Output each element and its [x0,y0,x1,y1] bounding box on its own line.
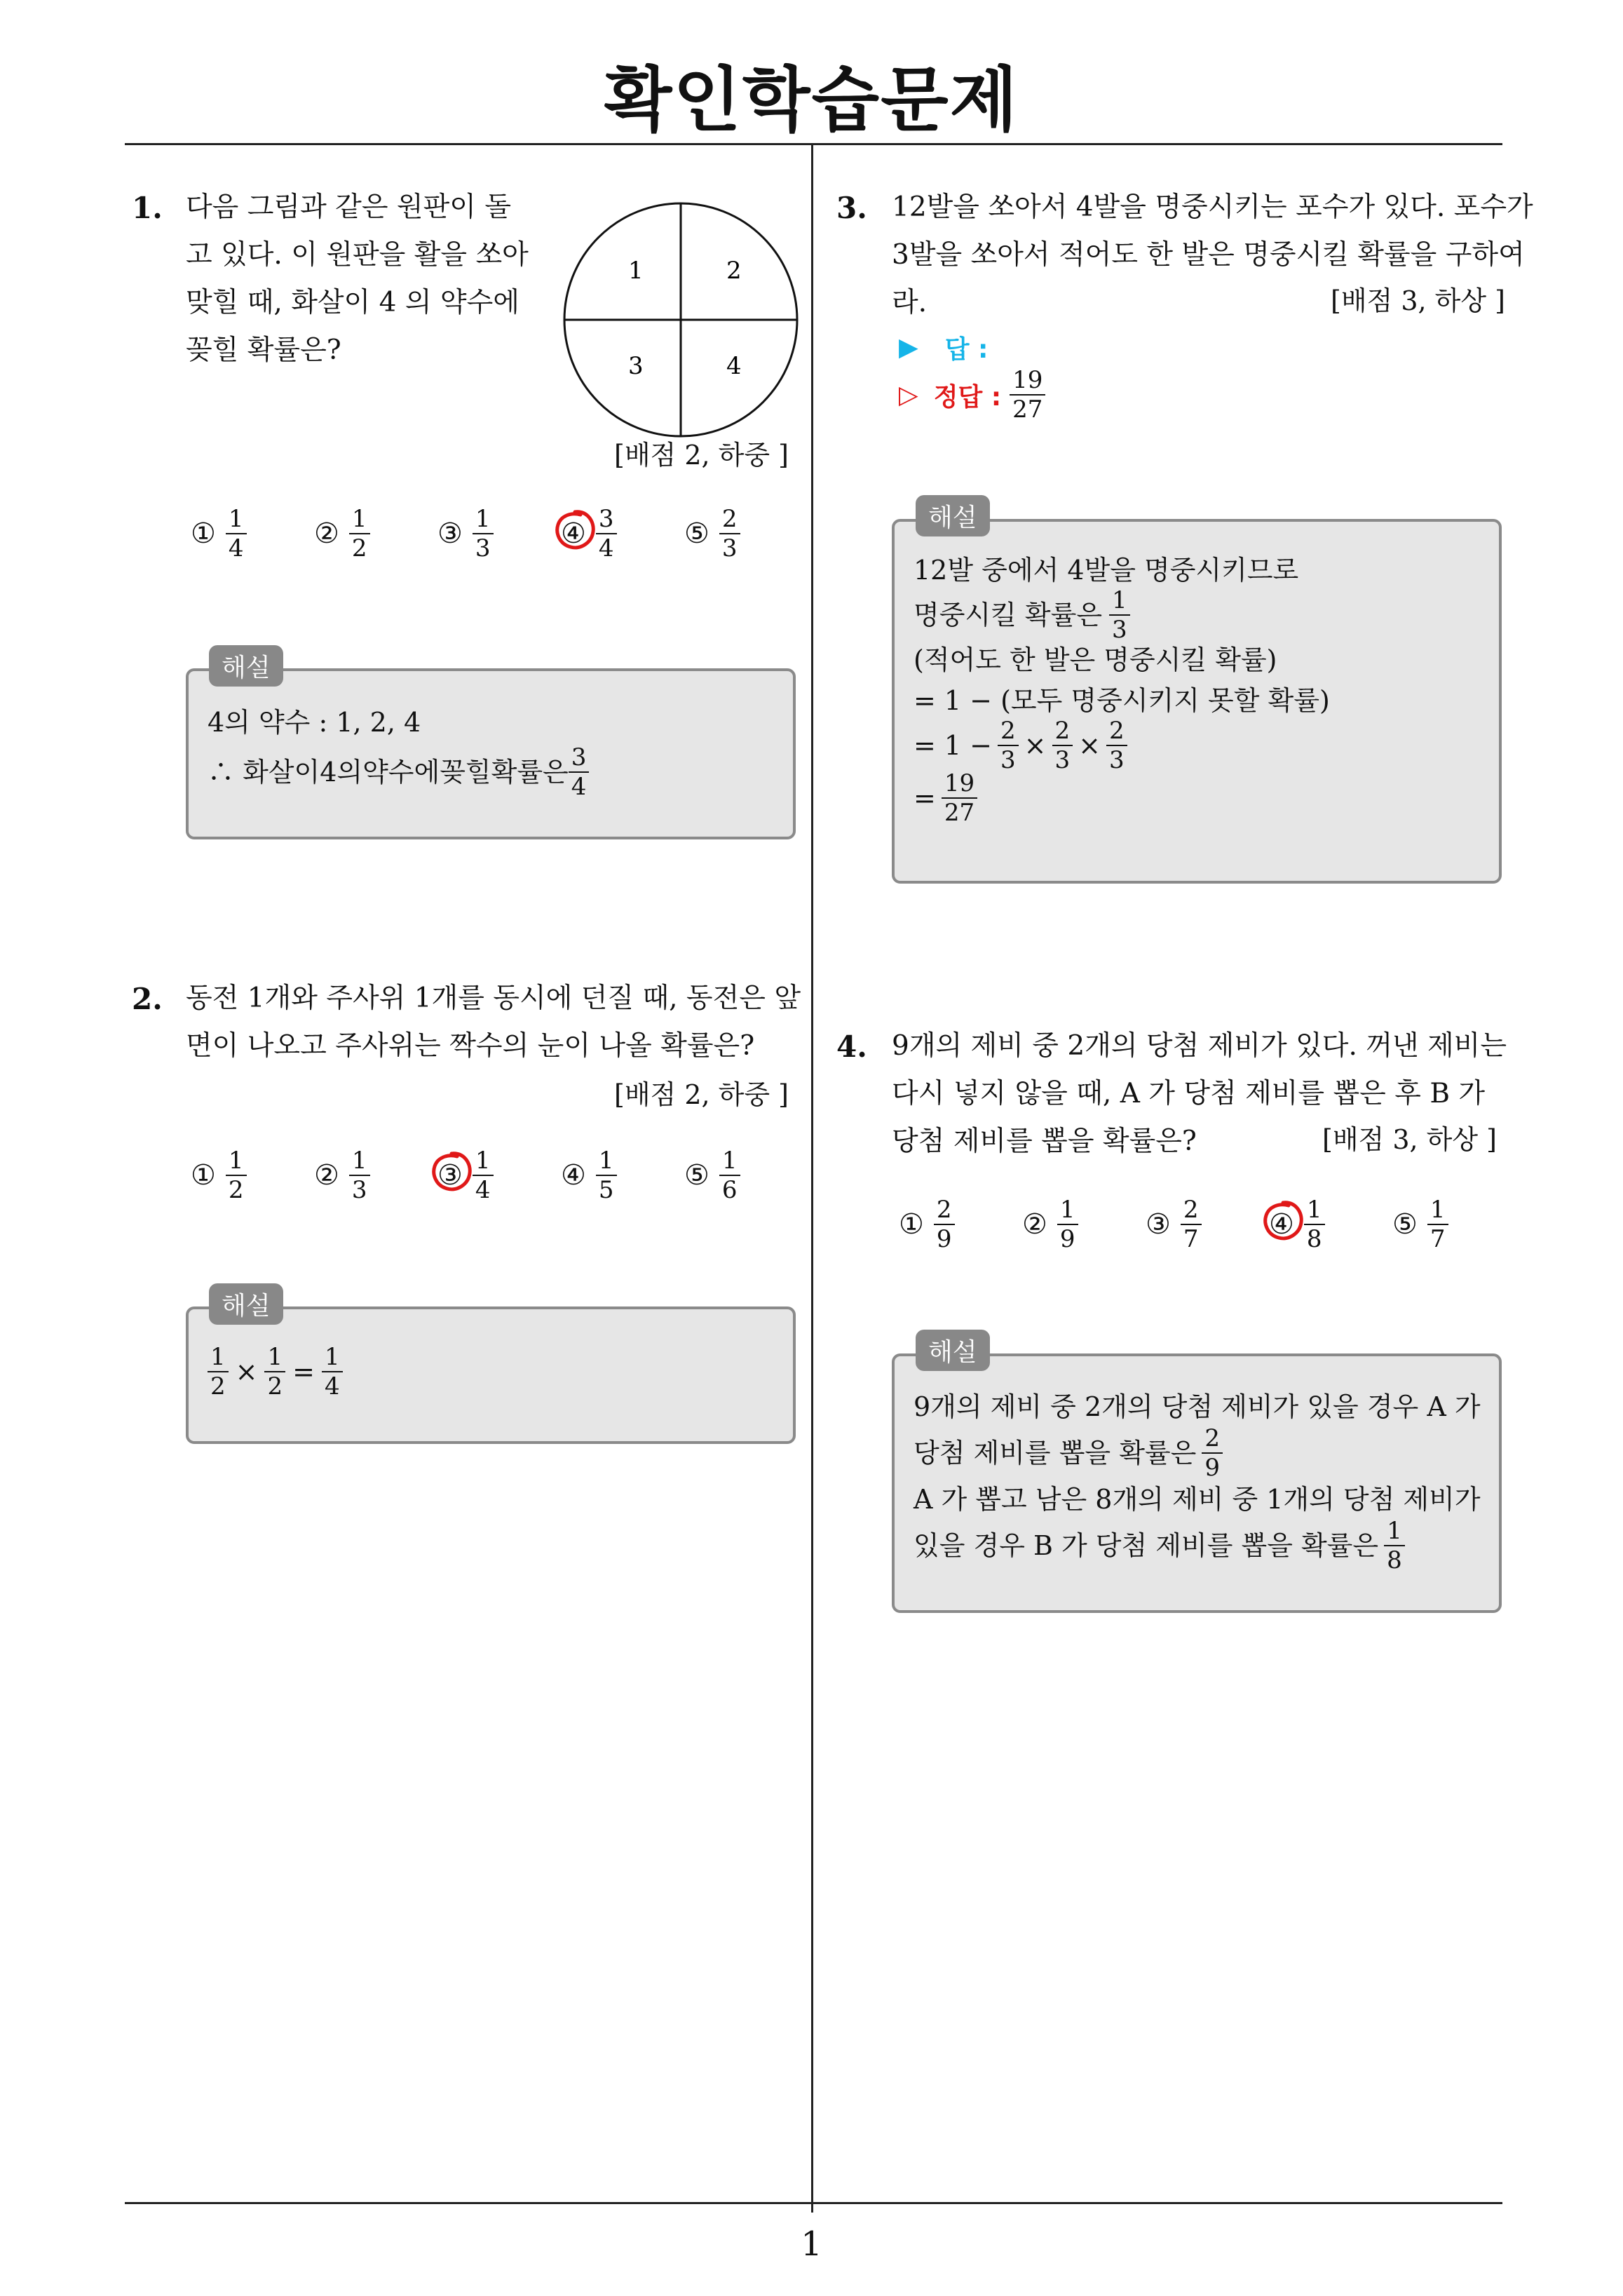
denominator: 3 [1054,746,1071,774]
fraction [1106,717,1127,774]
fraction [596,505,617,562]
choice-4[interactable] [1269,1196,1392,1253]
fraction [208,1343,229,1400]
numerator: 1 [208,1343,229,1372]
fraction [1304,1196,1325,1253]
page-number: 1 [801,2224,822,2264]
choice-number: ② [314,518,339,550]
answer-arrow-icon: ▶ [899,333,918,362]
fraction [942,769,977,827]
times-sign: × [235,1356,258,1387]
fraction [998,717,1019,774]
q3-line: 3발을 쏘아서 적어도 한 발은 명중시킬 확률을 구하여 [892,239,1525,271]
q1-line: 고 있다. 이 원판을 활을 쏘아 [186,239,529,271]
column-divider [811,144,813,2213]
numerator: 19 [1010,366,1045,396]
answer-mark-icon [552,508,597,553]
denominator: 3 [1000,746,1016,774]
fraction [1057,1196,1078,1253]
choice-1[interactable] [191,1147,314,1204]
choice-1[interactable] [899,1196,1022,1253]
denominator: 4 [475,1176,491,1204]
choice-2[interactable] [314,505,437,562]
q2-choices [191,1147,808,1204]
choice-3[interactable] [1146,1196,1269,1253]
bottom-rule [125,2202,1502,2204]
denominator: 4 [324,1372,340,1400]
choice-number: ⑤ [1392,1208,1418,1241]
fraction [349,1147,370,1204]
choice-number-text: ③ [437,1159,463,1191]
numerator: 1 [1427,1196,1448,1225]
denominator: 3 [351,1176,367,1204]
fraction [1052,717,1073,774]
numerator: 19 [942,769,977,799]
q2-line: 면이 나오고 주사위는 짝수의 눈이 나올 확률은? [186,1030,755,1062]
numerator: 2 [719,505,740,534]
answer-mark-icon [1261,1198,1305,1243]
denominator: 6 [721,1176,738,1204]
q1-choices [191,505,808,562]
fraction [719,1147,740,1204]
explanation-line: (적어도 한 발은 명중시킬 확률) [914,644,1277,675]
times-sign: × [1024,730,1047,761]
explanation-line [914,770,1330,826]
choice-number: ④ [561,1159,586,1191]
q3-explanation-tag: 해설 [916,495,990,536]
explanation-line: 9개의 제비 중 2개의 당첨 제비가 있을 경우 A 가 [914,1391,1481,1422]
fraction [1384,1517,1405,1574]
correct-label: 정답 : [933,382,1002,412]
q3-correct-answer [899,366,1045,424]
numerator: 2 [998,717,1019,746]
choice-number: ① [191,518,216,550]
denominator: 3 [1108,746,1125,774]
numerator: 1 [473,505,494,534]
fraction [226,1147,247,1204]
choice-number: ① [899,1208,924,1241]
choice-5[interactable] [1392,1196,1516,1253]
denominator: 9 [1204,1454,1220,1482]
times-sign: × [1078,730,1101,761]
numerator: 2 [1106,717,1127,746]
roulette-disc [561,200,801,440]
equals-sign: = [292,1356,315,1387]
q1-line: 꽂힐 확률은? [186,335,341,366]
explanation-line: A 가 뽑고 남은 8개의 제비 중 1개의 당첨 제비가 [914,1484,1481,1515]
choice-number [437,1159,463,1191]
q3-answer-field[interactable] [899,330,988,365]
q2-score: [배점 2, 하중 ] [614,1079,789,1110]
disc-number: 4 [726,352,742,380]
denominator: 5 [598,1176,614,1204]
denominator: 4 [598,534,614,562]
explanation-line [914,1517,1481,1574]
fraction [322,1343,343,1400]
numerator: 2 [934,1196,955,1225]
page-title: 확인학습문제 [604,59,1019,141]
q2-number: 2. [132,982,163,1016]
q3-line: 라. [892,287,928,318]
numerator: 1 [322,1343,343,1372]
fraction [1010,366,1045,424]
q4-line: 다시 넣지 않을 때, A 가 당첨 제비를 뽑은 후 B 가 [892,1078,1486,1109]
denominator: 3 [721,534,738,562]
numerator: 2 [1181,1196,1202,1225]
denominator: 8 [1387,1546,1402,1574]
numerator: 1 [596,1147,617,1176]
q4-explanation-text [914,1386,1481,1574]
q4-choices [899,1196,1516,1253]
explanation-line [914,1424,1481,1482]
numerator: 2 [1202,1424,1223,1454]
explanation-line: = 1 − (모두 명중시키지 못할 확률) [914,685,1330,716]
choice-number: ⑤ [684,1159,709,1191]
q2-line: 동전 1개와 주사위 1개를 동시에 던질 때, 동전은 앞 [186,982,801,1014]
explanation-line: 4의 약수 : 1, 2, 4 [208,707,421,738]
numerator: 1 [349,505,370,534]
choice-5[interactable] [684,505,808,562]
numerator: 3 [596,505,617,534]
numerator: 1 [1109,586,1130,616]
numerator: 2 [1052,717,1073,746]
q3-number: 3. [836,191,867,225]
denominator: 9 [1059,1225,1075,1253]
choice-number-text: ④ [1269,1208,1294,1241]
choice-3[interactable] [437,1147,561,1204]
denominator: 2 [351,534,367,562]
numerator: 1 [264,1343,285,1372]
fraction [1181,1196,1202,1253]
q1-line: 맞힐 때, 화살이 4 의 약수에 [186,287,520,318]
explanation-text: = [914,783,936,813]
q4-score: [배점 3, 하상 ] [1322,1124,1497,1155]
fraction [596,1147,617,1204]
fraction [264,1343,285,1400]
answer-mark-icon [429,1149,474,1194]
choice-number-text: ④ [561,518,586,550]
denominator: 4 [228,534,244,562]
q1-number: 1. [132,191,163,225]
denominator: 3 [475,534,491,562]
explanation-text: 명중시킬 확률은 [914,600,1103,630]
numerator: 1 [719,1147,740,1176]
denominator: 27 [944,799,975,827]
explanation-line [914,586,1330,644]
q3-score: [배점 3, 하상 ] [1331,285,1505,316]
choice-number: ② [1022,1208,1047,1241]
explanation-text: 있을 경우 B 가 당첨 제비를 뽑을 확률은 [914,1530,1379,1561]
choice-number: ③ [437,518,463,550]
correct-arrow-icon: ▷ [899,380,918,410]
choice-5[interactable] [684,1147,808,1204]
choice-number: ⑤ [684,518,709,550]
q2-explanation-tag: 해설 [209,1283,283,1325]
denominator: 3 [1112,616,1127,644]
denominator: 2 [228,1176,244,1204]
explanation-line [208,743,589,801]
q4-line: 9개의 제비 중 2개의 당첨 제비가 있다. 꺼낸 제비는 [892,1030,1507,1062]
fraction [934,1196,955,1253]
choice-4[interactable] [561,505,684,562]
top-rule [125,143,1502,145]
q3-explanation-text [914,550,1330,826]
disc-number: 1 [628,257,644,285]
q1-explanation-tag: 해설 [209,645,283,687]
denominator: 9 [936,1225,952,1253]
denominator: 7 [1183,1225,1199,1253]
choice-1[interactable] [191,505,314,562]
denominator: 2 [210,1372,226,1400]
fraction [719,505,740,562]
disc-number: 2 [726,257,742,285]
q1-score: [배점 2, 하중 ] [614,440,789,471]
choice-2[interactable] [314,1147,437,1204]
choice-4[interactable] [561,1147,684,1204]
fraction [569,743,590,801]
q2-explanation-text [208,1343,343,1400]
choice-number [561,518,586,550]
fraction [1202,1424,1223,1482]
numerator: 1 [1384,1517,1405,1546]
fraction [473,505,494,562]
explanation-line [208,1343,343,1400]
explanation-text: ∴ 화살이4의약수에꽂힐확률은 [208,757,569,788]
choice-number: ① [191,1159,216,1191]
choice-number: ③ [1146,1208,1171,1241]
denominator: 4 [571,773,587,801]
q1-line: 다음 그림과 같은 원판이 돌 [186,191,512,223]
denominator: 2 [267,1372,283,1400]
denominator: 27 [1012,396,1043,424]
q1-text [186,184,529,374]
explanation-text: = 1 − [914,730,993,761]
fraction [349,505,370,562]
numerator: 1 [349,1147,370,1176]
choice-number: ② [314,1159,339,1191]
q2-text [186,975,801,1070]
numerator: 1 [226,1147,247,1176]
q1-explanation-text [208,701,589,801]
numerator: 3 [569,743,590,773]
numerator: 1 [473,1147,494,1176]
q4-number: 4. [836,1029,867,1064]
choice-2[interactable] [1022,1196,1146,1253]
numerator: 1 [226,505,247,534]
fraction [1109,586,1130,644]
disc-number: 3 [628,352,644,380]
fraction [1427,1196,1448,1253]
fraction [226,505,247,562]
explanation-line [914,717,1330,774]
fraction [473,1147,494,1204]
q3-line: 12발을 쏘아서 4발을 명중시키는 포수가 있다. 포수가 [892,191,1533,223]
q4-explanation-tag: 해설 [916,1330,990,1371]
denominator: 8 [1306,1225,1322,1253]
denominator: 7 [1430,1225,1446,1253]
answer-label: 답 : [944,335,989,364]
choice-3[interactable] [437,505,561,562]
explanation-line: 12발 중에서 4발을 명중시키므로 [914,555,1299,586]
numerator: 1 [1057,1196,1078,1225]
explanation-text: 당첨 제비를 뽑을 확률은 [914,1438,1197,1468]
numerator: 1 [1304,1196,1325,1225]
choice-number [1269,1208,1294,1241]
q4-line: 당첨 제비를 뽑을 확률은? [892,1126,1197,1157]
